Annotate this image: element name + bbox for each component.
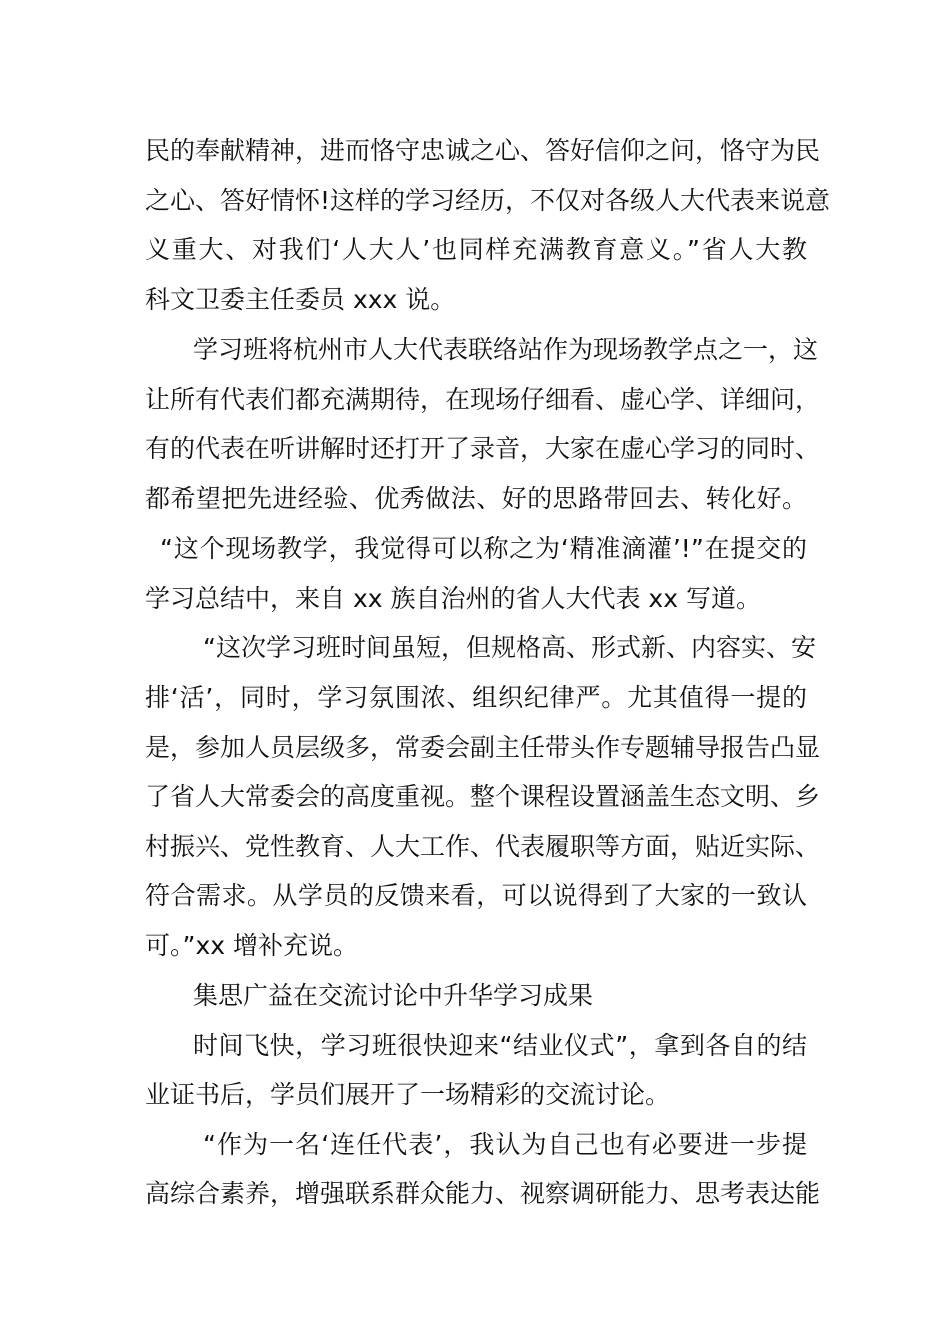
text-line: 有的代表在听讲解时还打开了录音，大家在虚心学习的同时、 xyxy=(145,434,821,463)
paragraph-first-line: 学习班将杭州市人大代表联络站作为现场教学点之一，这 xyxy=(193,335,819,364)
text-line: 学习总结中，来自 xx 族自治州的省人大代表 xx 写道。 xyxy=(145,584,761,613)
text-line: 是，参加人员层级多，常委会副主任带头作专题辅导报告凸显 xyxy=(145,733,821,762)
text-line: 村振兴、党性教育、人大工作、代表履职等方面，贴近实际、 xyxy=(145,832,821,861)
section-heading: 集思广益在交流讨论中升华学习成果 xyxy=(193,981,594,1010)
text-line: 高综合素养，增强联系群众能力、视察调研能力、思考表达能 xyxy=(145,1179,821,1208)
text-line: 科文卫委主任委员 xxx 说。 xyxy=(145,285,456,314)
text-line: 义重大、对我们‘人大人’也同样充满教育意义。”省人大教 xyxy=(145,235,807,264)
text-line: 可。”xx 增补充说。 xyxy=(145,931,358,960)
text-line: “这个现场教学，我觉得可以称之为‘精准滴灌’!”在提交的 xyxy=(160,534,807,563)
paragraph-first-line: “这次学习班时间虽短，但规格高、形式新、内容实、安 xyxy=(203,633,816,662)
text-line: 之心、答好情怀!这样的学习经历，不仅对各级人大代表来说意 xyxy=(145,186,831,215)
text-line: 排‘活’，同时，学习氛围浓、组织纪律严。尤其值得一提的 xyxy=(145,683,807,712)
text-line: 了省人大常委会的高度重视。整个课程设置涵盖生态文明、乡 xyxy=(145,782,821,811)
text-line: 民的奉献精神，进而恪守忠诚之心、答好信仰之问，恪守为民 xyxy=(145,136,821,165)
text-line: 都希望把先进经验、优秀做法、好的思路带回去、转化好。 xyxy=(145,484,807,513)
text-line: 业证书后，学员们展开了一场精彩的交流讨论。 xyxy=(145,1080,671,1109)
text-line: 让所有代表们都充满期待，在现场仔细看、虚心学、详细问， xyxy=(145,385,821,414)
paragraph-first-line: “作为一名‘连任代表’，我认为自己也有必要进一步提 xyxy=(203,1130,807,1159)
text-line: 符合需求。从学员的反馈来看，可以说得到了大家的一致认 xyxy=(145,881,807,910)
paragraph-first-line: 时间飞快，学习班很快迎来“结业仪式”，拿到各自的结 xyxy=(193,1031,807,1060)
